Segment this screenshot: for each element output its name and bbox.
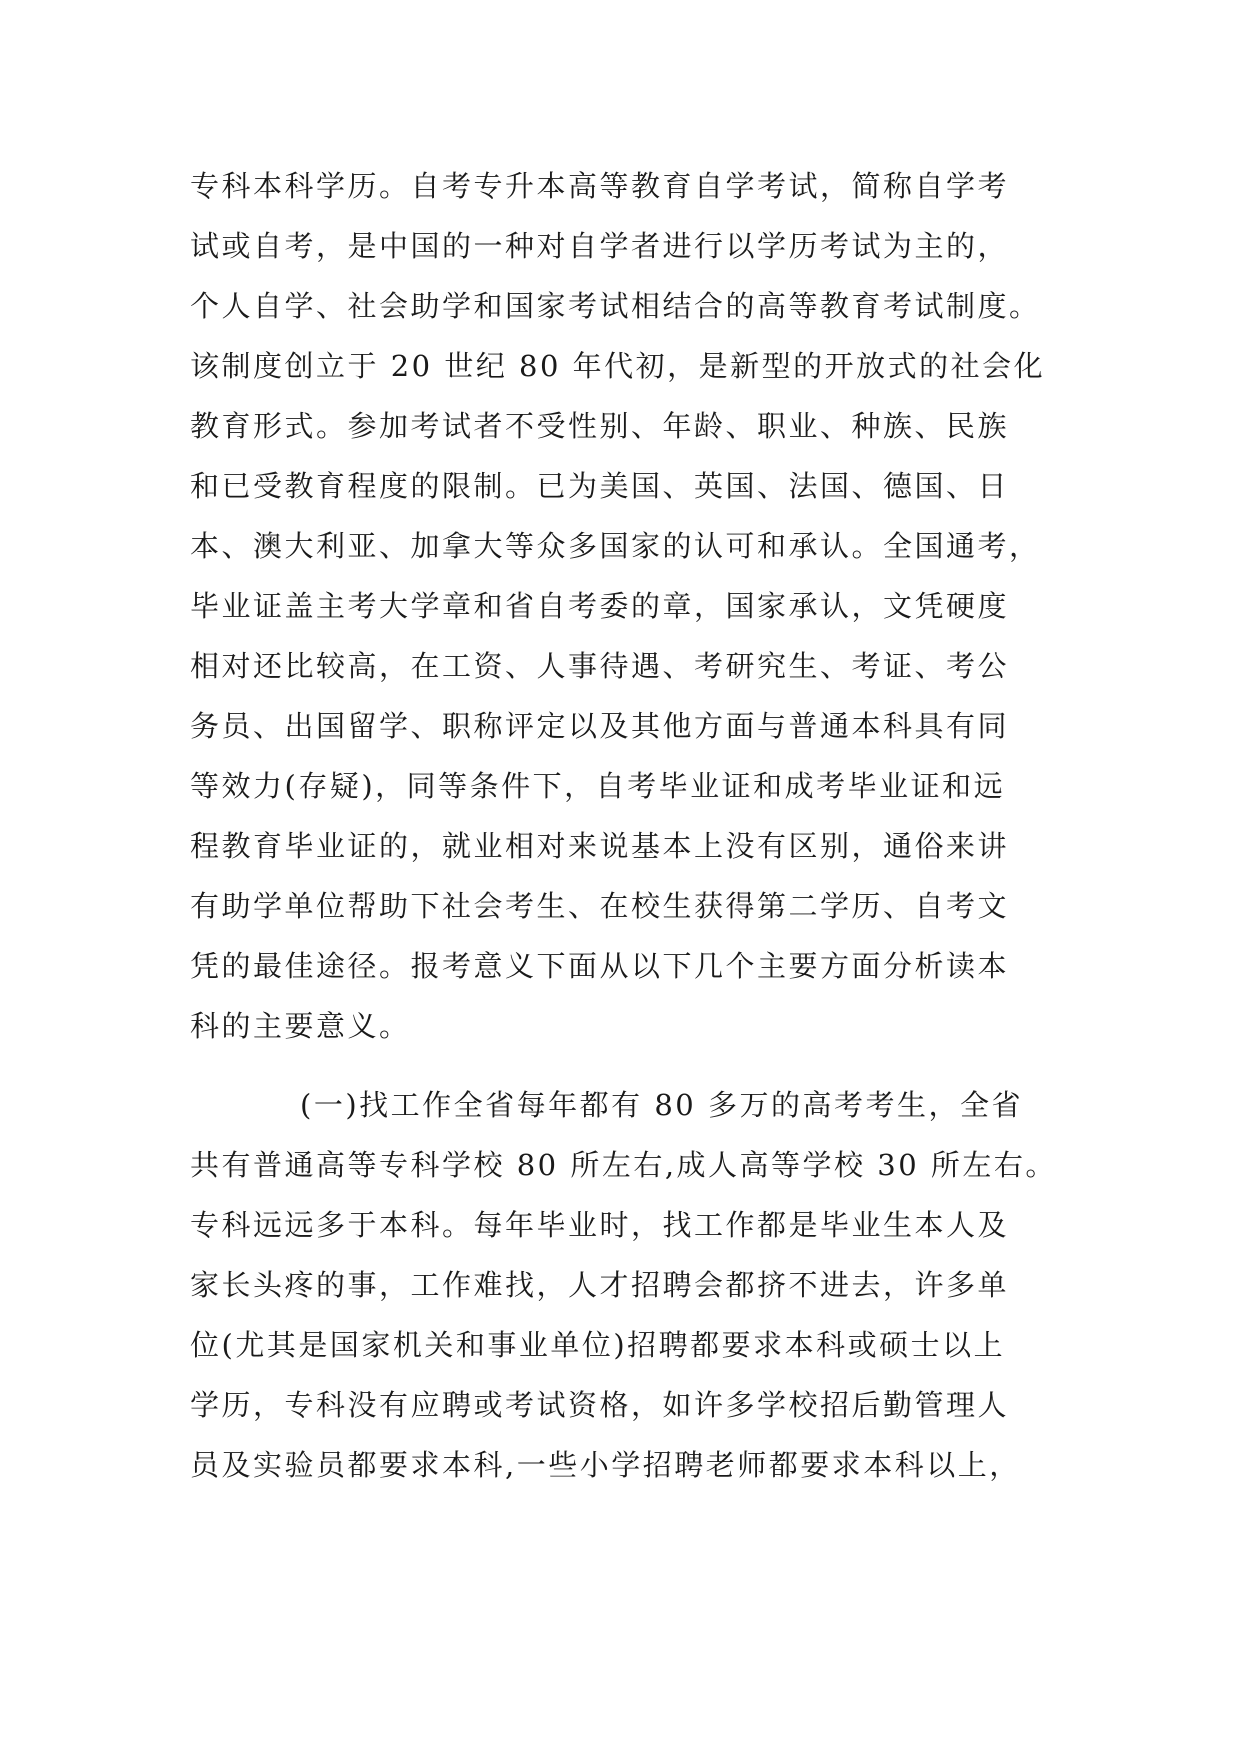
text-line: 个人自学、社会助学和国家考试相结合的高等教育考试制度。: [190, 289, 1041, 323]
text-line: 家长头疼的事，工作难找，人才招聘会都挤不进去，许多单: [190, 1268, 1010, 1302]
body-paragraph-1: [190, 156, 1070, 1056]
text-line-indented: (一)找工作全省每年都有 80 多万的高考考生，全省: [300, 1088, 1023, 1122]
text-line: 科的主要意义。: [190, 1009, 411, 1043]
text-line: 相对还比较高，在工资、人事待遇、考研究生、考证、考公: [190, 649, 1010, 683]
text-line: 程教育毕业证的，就业相对来说基本上没有区别，通俗来讲: [190, 829, 1010, 863]
text-line: 凭的最佳途径。报考意义下面从以下几个主要方面分析读本: [190, 949, 1010, 983]
text-line: 该制度创立于 20 世纪 80 年代初，是新型的开放式的社会化: [190, 349, 1046, 383]
text-line: 专科远远多于本科。每年毕业时，找工作都是毕业生本人及: [190, 1208, 1010, 1242]
text-line: 和已受教育程度的限制。已为美国、英国、法国、德国、日: [190, 469, 1010, 503]
text-line: 位(尤其是国家机关和事业单位)招聘都要求本科或硕士以上: [190, 1328, 1006, 1362]
text-line: 试或自考，是中国的一种对自学者进行以学历考试为主的，: [190, 229, 1010, 263]
text-line: 本、澳大利亚、加拿大等众多国家的认可和承认。全国通考，: [190, 529, 1041, 563]
text-line: 教育形式。参加考试者不受性别、年龄、职业、种族、民族: [190, 409, 1010, 443]
text-line: 专科本科学历。自考专升本高等教育自学考试，简称自学考: [190, 169, 1010, 203]
text-line: 学历，专科没有应聘或考试资格，如许多学校招后勤管理人: [190, 1388, 1010, 1422]
text-line: 有助学单位帮助下社会考生、在校生获得第二学历、自考文: [190, 889, 1010, 923]
text-line: 务员、出国留学、职称评定以及其他方面与普通本科具有同: [190, 709, 1010, 743]
body-paragraph-2: [190, 1075, 1070, 1495]
text-line: 等效力(存疑)，同等条件下，自考毕业证和成考毕业证和远: [190, 769, 1006, 803]
text-line: 毕业证盖主考大学章和省自考委的章，国家承认，文凭硬度: [190, 589, 1010, 623]
text-line: 共有普通高等专科学校 80 所左右,成人高等学校 30 所左右。: [190, 1148, 1057, 1182]
text-line: 员及实验员都要求本科,一些小学招聘老师都要求本科以上，: [190, 1448, 1021, 1482]
